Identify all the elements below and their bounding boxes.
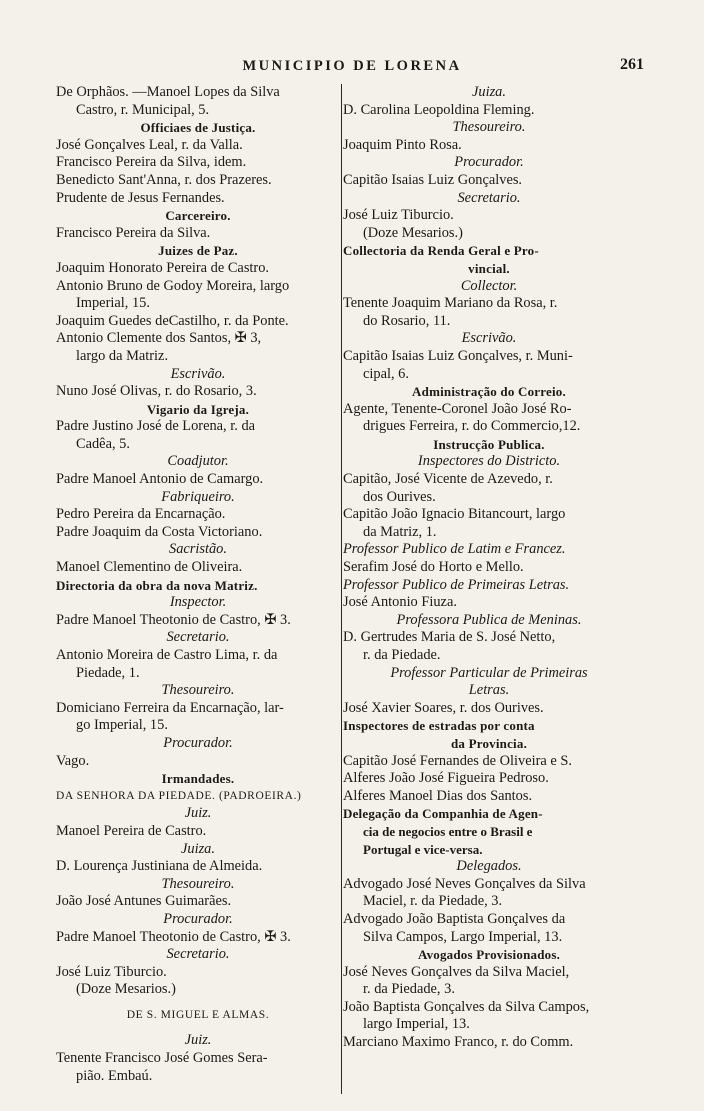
text-line: r. da Piedade. xyxy=(363,647,441,663)
section-heading: Vigario da Igreja. xyxy=(146,401,250,417)
role-title: Escrivão. xyxy=(170,365,226,382)
text-line: da Matriz, 1. xyxy=(363,523,437,540)
role-title: Thesoureiro. xyxy=(161,682,235,699)
text-line: Domiciano Ferreira da Encarnação, lar- xyxy=(56,699,284,716)
text-line: Manoel Clementino de Oliveira. xyxy=(56,559,243,576)
section-heading: Portugal e vice-versa. xyxy=(363,841,483,857)
text-line: Francisco Pereira da Silva. xyxy=(56,224,211,241)
section-heading: Delegação da Companhia de Agen- xyxy=(343,806,543,822)
text-line: Manoel Pereira de Castro. xyxy=(56,822,207,839)
text-line: Padre Manoel Theotonio de Castro, ✠ 3. xyxy=(56,611,291,628)
text-line: De Orphãos. —Manoel Lopes da Silva xyxy=(56,84,280,100)
role-title: Inspectores do Districto. xyxy=(417,453,561,470)
role-title: Thesoureiro. xyxy=(452,119,526,136)
text-line: Antonio Bruno de Godoy Moreira, largo xyxy=(56,277,290,294)
text-line: Vago. xyxy=(56,752,90,769)
text-line: Advogado José Neves Gonçalves da Silva xyxy=(343,875,586,892)
role-title: Procurador. xyxy=(163,910,233,927)
text-line: Padre Justino José de Lorena, r. da xyxy=(56,418,256,435)
text-line: drigues Ferreira, r. do Commercio,12. xyxy=(363,418,581,435)
role-title: Escrivão. xyxy=(461,330,517,347)
text-line: Capitão, José Vicente de Azevedo, r. xyxy=(343,471,553,488)
text-line: Alferes Manoel Dias dos Santos. xyxy=(343,787,533,804)
column-divider xyxy=(341,84,342,1094)
role-title: Fabriqueiro. xyxy=(161,488,235,505)
text-line: Joaquim Honorato Pereira de Castro. xyxy=(56,259,270,276)
role-title: Letras. xyxy=(468,682,510,699)
text-line: D. Gertrudes Maria de S. José Netto, xyxy=(343,629,556,646)
text-line: José Luiz Tiburcio. xyxy=(343,207,454,224)
text-line: Capitão João Ignacio Bitancourt, largo xyxy=(343,506,566,523)
subsection-heading: DA SENHORA DA PIEDADE. (PADROEIRA.) xyxy=(56,789,302,802)
text-line: Piedade, 1. xyxy=(76,664,140,681)
role-title: Collector. xyxy=(460,277,518,294)
text-line: largo da Matriz. xyxy=(76,347,169,364)
section-heading: Collectoria da Renda Geral e Pro- xyxy=(343,243,539,259)
role-title: Juiza. xyxy=(181,840,215,857)
role-title: Juiz. xyxy=(184,805,212,822)
spacer xyxy=(56,1024,340,1032)
text-line: (Doze Mesarios.) xyxy=(363,224,463,241)
text-line: Joaquim Pinto Rosa. xyxy=(343,136,462,153)
role-title: Procurador. xyxy=(454,154,524,171)
text-line: Maciel, r. da Piedade, 3. xyxy=(363,893,503,910)
text-line: José Gonçalves Leal, r. da Valla. xyxy=(56,136,243,153)
text-line: D. Lourença Justiniana de Almeida. xyxy=(56,858,263,875)
text-line: José Xavier Soares, r. dos Ourives. xyxy=(343,699,544,716)
text-line: Padre Manoel Antonio de Camargo. xyxy=(56,471,264,488)
text-line: Agente, Tenente-Coronel João José Ro- xyxy=(343,400,572,417)
role-title: Procurador. xyxy=(163,734,233,751)
section-heading: Avogados Provisionados. xyxy=(417,947,561,963)
text-line: Tenente Francisco José Gomes Sera- xyxy=(56,1050,268,1067)
section-heading: Carcereiro. xyxy=(165,208,231,224)
page-header xyxy=(0,56,704,78)
section-heading: da Provincia. xyxy=(450,735,528,751)
text-line: go Imperial, 15. xyxy=(76,717,168,734)
right-column xyxy=(343,84,635,1052)
section-heading: Inspectores de estradas por conta xyxy=(343,718,535,734)
text-line: r. da Piedade, 3. xyxy=(363,981,455,998)
role-title: Professor Publico de Latim e Francez. xyxy=(343,541,566,558)
page-number: 261 xyxy=(620,56,644,73)
text-line: Francisco Pereira da Silva, idem. xyxy=(56,154,247,171)
text-line: Cadêa, 5. xyxy=(76,435,130,452)
role-title: Professor Publico de Primeiras Letras. xyxy=(343,576,570,593)
role-title: Secretario. xyxy=(457,189,521,206)
text-line: João José Antunes Guimarães. xyxy=(56,893,232,910)
role-title: Juiz. xyxy=(184,1032,212,1049)
text-line: Nuno José Olivas, r. do Rosario, 3. xyxy=(56,383,257,400)
text-line: Capitão José Fernandes de Oliveira e S. xyxy=(343,752,572,769)
text-line: Marciano Maximo Franco, r. do Comm. xyxy=(343,1034,574,1051)
role-title: Secretario. xyxy=(166,629,230,646)
text-line: Capitão Isaias Luiz Gonçalves. xyxy=(343,171,523,188)
text-line: cipal, 6. xyxy=(363,365,409,382)
text-line: Alferes João José Figueira Pedroso. xyxy=(343,770,549,787)
text-line: José Antonio Fiuza. xyxy=(343,594,457,611)
text-line: Tenente Joaquim Mariano da Rosa, r. xyxy=(343,295,558,312)
text-line: Joaquim Guedes deCastilho, r. da Ponte. xyxy=(56,312,289,329)
section-heading: Directoria da obra da nova Matriz. xyxy=(56,577,258,593)
text-line: D. Carolina Leopoldina Fleming. xyxy=(343,101,535,118)
role-title: Coadjutor. xyxy=(167,453,229,470)
section-heading: Irmandades. xyxy=(161,771,235,787)
left-column xyxy=(56,84,340,1085)
text-line: (Doze Mesarios.) xyxy=(76,981,176,998)
text-line: Advogado João Baptista Gonçalves da xyxy=(343,910,566,927)
text-line: Antonio Moreira de Castro Lima, r. da xyxy=(56,647,278,663)
role-title: Juiza. xyxy=(472,84,506,100)
text-line: João Baptista Gonçalves da Silva Campos, xyxy=(343,998,590,1015)
text-line: Pedro Pereira da Encarnação. xyxy=(56,506,226,523)
role-title: Delegados. xyxy=(456,858,522,875)
section-heading: Juizes de Paz. xyxy=(158,243,238,259)
section-heading: Administração do Correio. xyxy=(412,384,566,400)
section-heading: vincial. xyxy=(468,260,510,276)
text-line: dos Ourives. xyxy=(363,488,436,505)
subsection-heading: DE S. MIGUEL E ALMAS. xyxy=(126,1008,270,1021)
section-heading: cia de negocios entre o Brasil e xyxy=(363,823,533,839)
role-title: Professor Particular de Primeiras xyxy=(390,664,588,681)
text-line: Serafim José do Horto e Mello. xyxy=(343,559,524,576)
text-line: Benedicto Sant'Anna, r. dos Prazeres. xyxy=(56,171,272,188)
role-title: Secretario. xyxy=(166,946,230,963)
role-title: Inspector. xyxy=(169,594,227,611)
role-title: Professora Publica de Meninas. xyxy=(396,611,582,628)
section-heading: Instrucção Publica. xyxy=(433,436,545,452)
text-line: Imperial, 15. xyxy=(76,295,150,312)
section-heading: Officiaes de Justiça. xyxy=(140,120,256,136)
text-line: Antonio Clemente dos Santos, ✠ 3, xyxy=(56,330,262,347)
text-line: largo Imperial, 13. xyxy=(363,1016,470,1033)
text-line: pião. Embaú. xyxy=(76,1067,153,1084)
text-line: José Luiz Tiburcio. xyxy=(56,963,167,980)
text-line: Capitão Isaias Luiz Gonçalves, r. Muni- xyxy=(343,347,573,364)
text-line: Castro, r. Municipal, 5. xyxy=(76,101,210,118)
role-title: Thesoureiro. xyxy=(161,875,235,892)
text-line: Padre Manoel Theotonio de Castro, ✠ 3. xyxy=(56,928,291,945)
text-line: Prudente de Jesus Fernandes. xyxy=(56,189,225,206)
role-title: Sacristão. xyxy=(169,541,227,558)
text-line: José Neves Gonçalves da Silva Maciel, xyxy=(343,963,570,980)
spacer xyxy=(56,999,340,1007)
text-line: do Rosario, 11. xyxy=(363,312,451,329)
text-line: Silva Campos, Largo Imperial, 13. xyxy=(363,928,563,945)
page-title: MUNICIPIO DE LORENA xyxy=(242,58,462,74)
text-line: Padre Joaquim da Costa Victoriano. xyxy=(56,523,263,540)
